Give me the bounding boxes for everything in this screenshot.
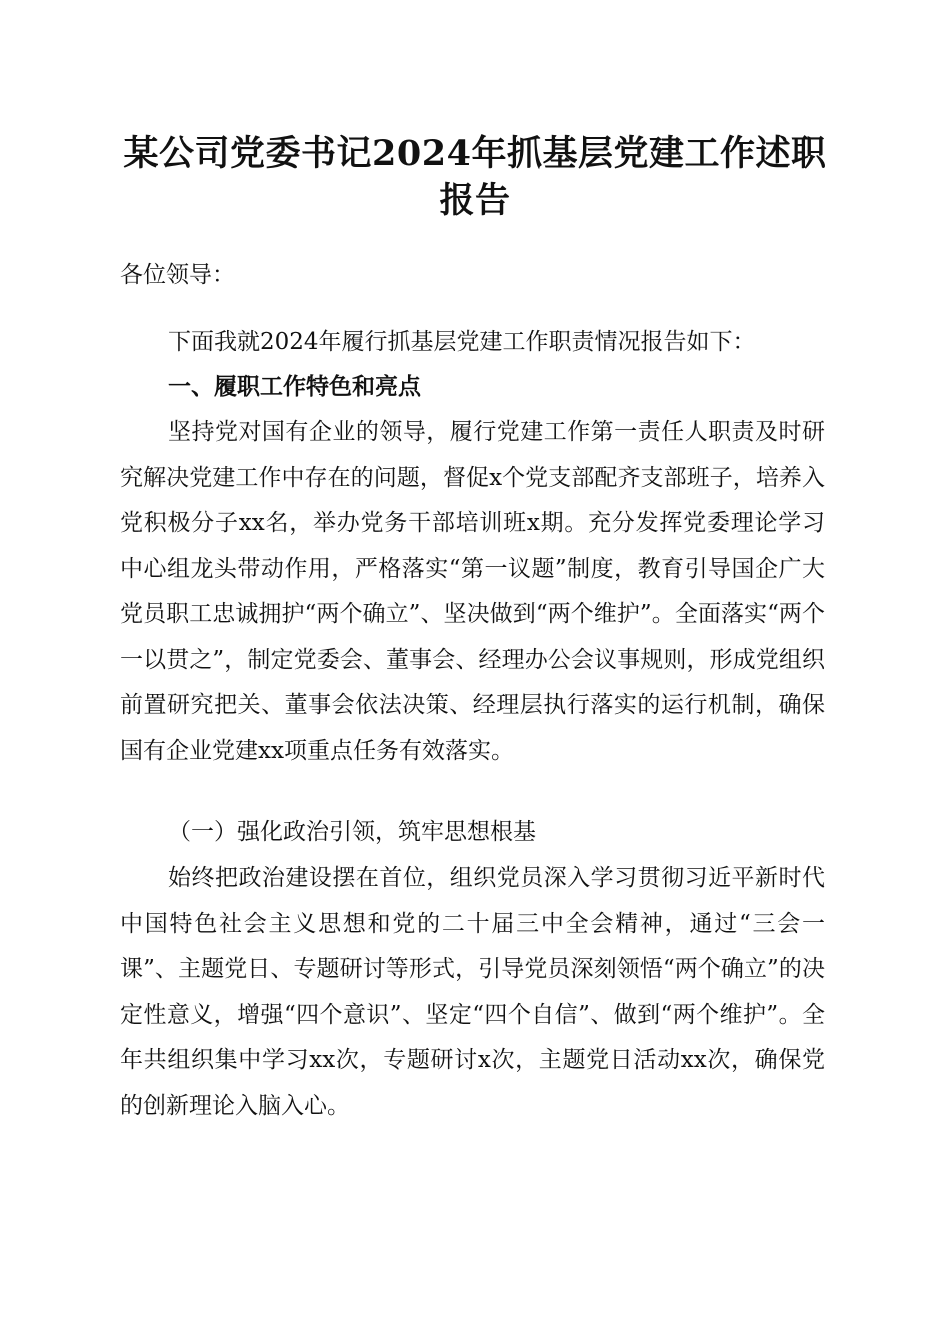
section-paragraph: 坚持党对国有企业的领导，履行党建工作第一责任人职责及时研究解决党建工作中存在的问题，督促x个党支部配齐支部班子，培养入党积极分子xx名，举办党务干部培训班x期。充分发挥党委理论学习中心组龙头带动作用，严格落实“第一议题”制度，教育引导国企广大党员职工忠诚拥护“两个确立”、坚决做到“两个维护”。全面落实“两个一以贯之”，制定党委会、董事会、经理办公会议事规则，形成党组织前置研究把关、董事会依法决策、经理层执行落实的运行机制，确保国有企业党建xx项重点任务有效落实。 [120,419,825,764]
subsection-paragraph: 始终把政治建设摆在首位，组织党员深入学习贯彻习近平新时代中国特色社会主义思想和党的二十届三中全会精神，通过“三会一课”、主题党日、专题研讨等形式，引导党员深刻领悟“两个确立”的决定性意义，增强“四个意识”、坚定“四个自信”、做到“两个维护”。全年共组织集中学习xx次，专题研讨x次，主题党日活动xx次，确保党的创新理论入脑入心。 [120,865,825,1119]
document-title: 某公司党委书记2024年抓基层党建工作述职报告 [123,133,827,221]
section-heading: 一、履职工作特色和亮点 [168,374,421,400]
intro-paragraph: 下面我就2024年履行抓基层党建工作职责情况报告如下： [168,329,756,355]
subsection-heading: （一）强化政治引领，筑牢思想根基 [168,819,536,845]
salutation: 各位领导： [120,262,235,288]
